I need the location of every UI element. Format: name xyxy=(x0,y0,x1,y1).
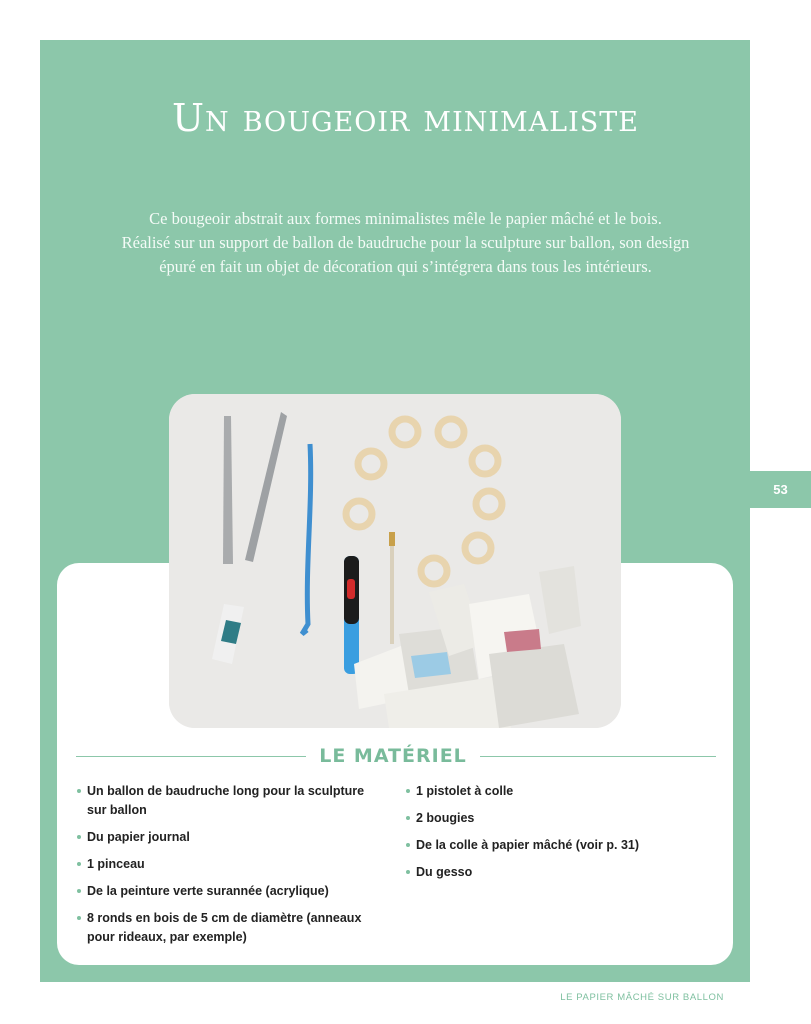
brush xyxy=(390,544,394,644)
intro-line: épuré en fait un objet de décoration qui s’intégrera dans tous les intérieurs. xyxy=(159,257,652,276)
materials-heading-row xyxy=(76,741,716,771)
page-title: Un bougeoir minimaliste xyxy=(171,96,639,140)
heading-rule-right xyxy=(480,756,716,757)
list-item: 1 pinceau xyxy=(77,855,377,874)
list-item: De la colle à papier mâché (voir p. 31) xyxy=(406,836,706,855)
list-item: 8 ronds en bois de 5 cm de diamètre (anneaux pour rideaux, par exemple) xyxy=(77,909,377,947)
running-footer: LE PAPIER MÂCHÉ SUR BALLON xyxy=(560,992,724,1003)
list-item: 1 pistolet à colle xyxy=(406,782,706,801)
list-item: Du papier journal xyxy=(77,828,377,847)
materials-list-right xyxy=(406,782,706,890)
list-item: Un ballon de baudruche long pour la sculpture sur ballon xyxy=(77,782,377,820)
materials-list-left xyxy=(77,782,377,955)
intro-paragraph xyxy=(60,207,751,279)
heading-rule-left xyxy=(76,756,306,757)
materials-heading: LE MATÉRIEL xyxy=(319,745,467,767)
list-item: De la peinture verte surannée (acrylique) xyxy=(77,882,377,901)
photo-illustration xyxy=(169,394,621,728)
materials-photo xyxy=(169,394,621,728)
page-number-tab: 53 xyxy=(750,471,811,508)
list-item: 2 bougies xyxy=(406,809,706,828)
list-item: Du gesso xyxy=(406,863,706,882)
intro-line: Ce bougeoir abstrait aux formes minimalistes mêle le papier mâché et le bois. xyxy=(149,209,662,228)
intro-line: Réalisé sur un support de ballon de baudruche pour la sculpture sur ballon, son design xyxy=(121,233,690,252)
